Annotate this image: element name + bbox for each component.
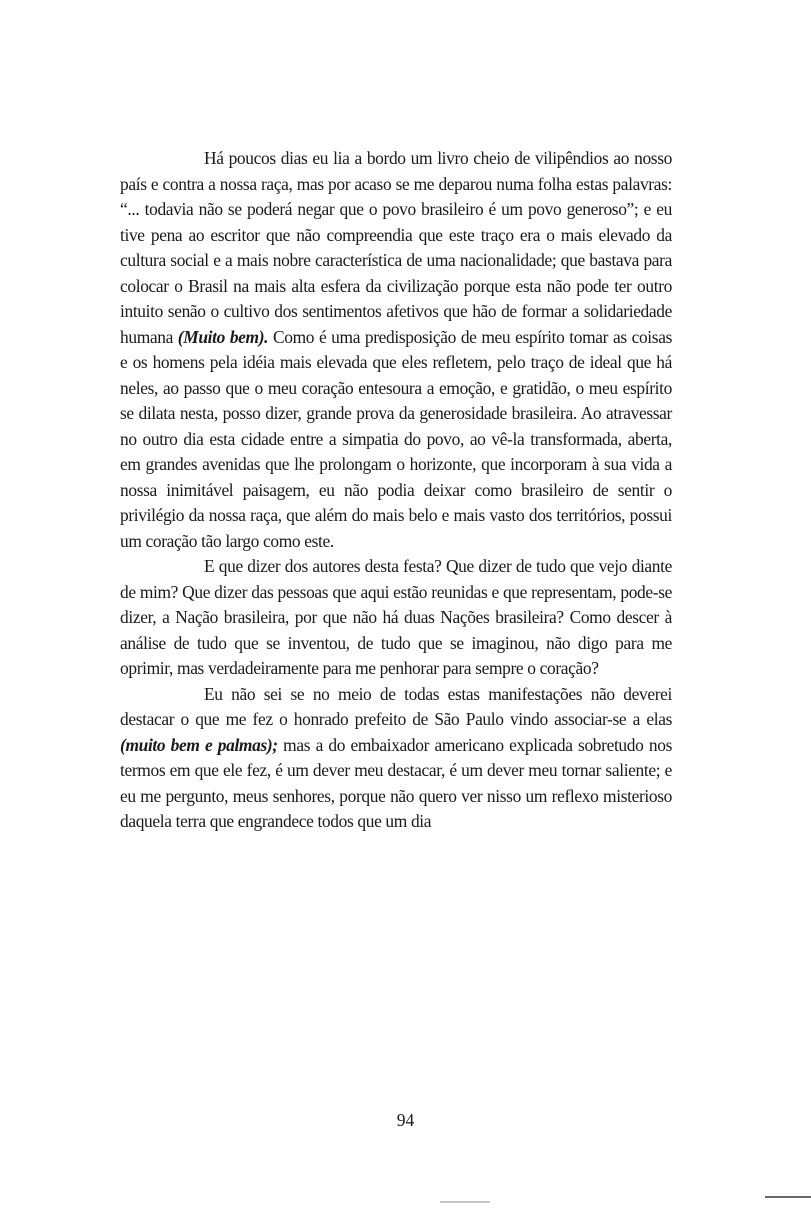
paragraph-1-text-b: Como é uma predisposição de meu espírito tomar as coisas e os homens pela idéia mais elevada que eles refletem, pelo traço de ideal que há neles, ao passo que o meu coração entesoura a emoção, e gratidão, o meu espírito se dilata nesta, posso dizer, grande prova da generosidade brasileira. Ao atravessar no outro dia esta cidade entre a simpatia do povo, ao vê-la transformada, aberta, em grandes avenidas que lhe prolongam o horizonte, que incorporam à sua vida a nossa inimitável paisagem, eu não podia deixar como brasileiro de sentir o privilégio da nossa raça, que além do mais belo e mais vasto dos territórios, possui um coração tão largo como este. [120, 326, 672, 551]
paragraph-2 [120, 554, 672, 682]
scan-edge-mark-right [765, 1196, 811, 1198]
paragraph-3 [120, 682, 672, 835]
aside-muito-bem: (Muito bem). [177, 326, 269, 347]
paragraph-1 [120, 146, 672, 554]
aside-muito-bem-e-palmas: (muito bem e palmas); [120, 734, 278, 755]
paragraph-3-text-b: mas a do embaixador americano explicada sobretudo nos termos em que ele fez, é um dever meu destacar, é um dever meu tornar saliente; e eu me pergunto, meus senhores, porque não quero ver nisso um reflexo misterioso daquela terra que engrandece todos que um dia [120, 734, 672, 831]
scan-edge-mark [440, 1201, 490, 1203]
body-text [120, 146, 672, 835]
paragraph-1-text-a: Há poucos dias eu lia a bordo um livro cheio de vilipêndios ao nosso país e contra a nossa raça, mas por acaso se me deparou numa folha estas palavras: “... todavia não se poderá negar que o povo brasileiro é um povo generoso”; e eu tive pena ao escritor que não compreendia que este traço era o mais elevado da cultura social e a mais nobre característica de uma nacionalidade; que bastava para colocar o Brasil na mais alta esfera da civilização porque esta não pode ter outro intuito senão o cultivo dos sentimentos afetivos que hão de formar a solidariedade humana [120, 148, 672, 347]
paragraph-3-text-a: Eu não sei se no meio de todas estas manifestações não deverei destacar o que me fez o honrado prefeito de São Paulo vindo associar-se a elas [120, 683, 672, 729]
page-number: 94 [396, 1110, 415, 1130]
paragraph-2-text: E que dizer dos autores desta festa? Que dizer de tudo que vejo diante de mim? Que dizer das pessoas que aqui estão reunidas e que representam, pode-se dizer, a Nação brasileira, por que não há duas Nações brasileira? Como descer à análise de tudo que se inventou, de tudo que se imaginou, não digo para me oprimir, mas verdadeiramente para me penhorar para sempre o coração? [120, 556, 672, 678]
